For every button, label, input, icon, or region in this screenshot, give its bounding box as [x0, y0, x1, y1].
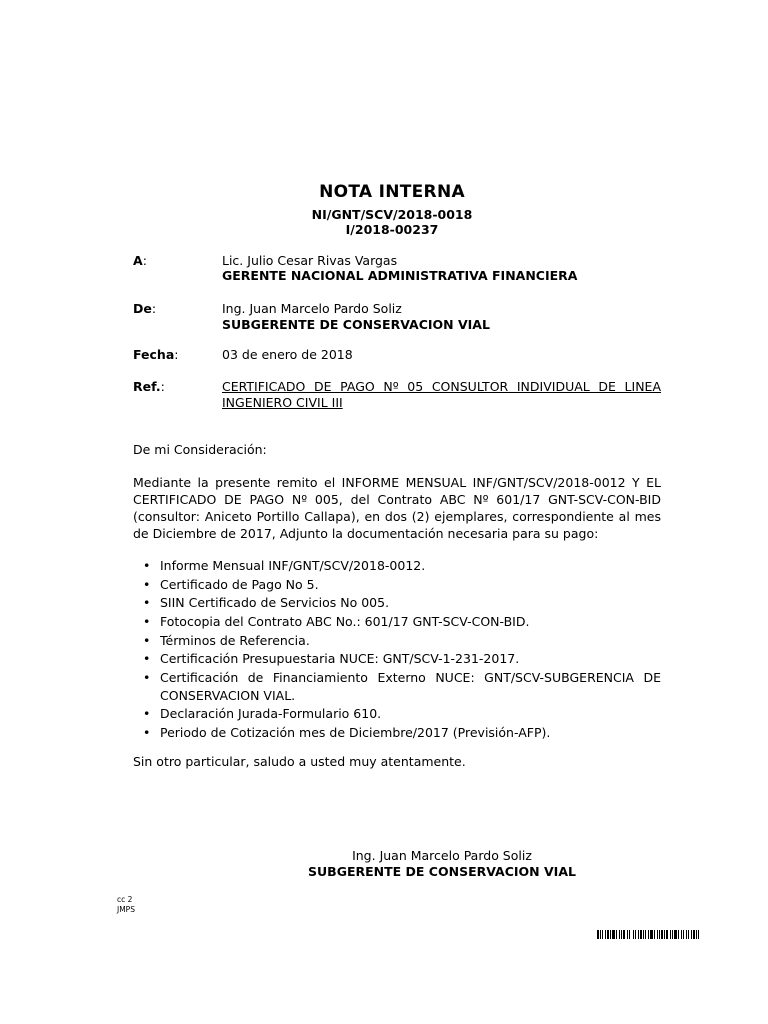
closing-line: Sin otro particular, saludo a usted muy atentamente.	[133, 754, 466, 769]
attachments-list	[143, 557, 661, 743]
barcode-graphic	[597, 930, 747, 939]
body-paragraph: Mediante la presente remito el INFORME MENSUAL INF/GNT/SCV/2018-0012 Y EL CERTIFICADO DE PAGO Nº 005, del Contrato ABC Nº 601/17 GNT-SCV-CON-BID (consultor: Aniceto Portillo Callapa), en dos (2) ejemplares, correspondiente al mes de Diciembre de 2017, Adjunto la documentación necesaria para su pago:	[133, 475, 661, 541]
list-item: • Periodo de Cotización mes de Diciembre/2017 (Previsión-AFP).	[143, 724, 661, 742]
from-label: De	[133, 301, 152, 316]
initials: JMPS	[117, 905, 135, 914]
document-correlative: I/2018-00237	[345, 222, 439, 237]
signature-name: Ing. Juan Marcelo Pardo Soliz	[352, 848, 532, 863]
list-item: • SIIN Certificado de Servicios No 005.	[143, 594, 661, 612]
list-item: • Certificación Presupuestaria NUCE: GNT/SCV-1-231-2017.	[143, 650, 661, 668]
to-name: Lic. Julio Cesar Rivas Vargas	[222, 253, 398, 268]
to-label: A	[133, 253, 143, 268]
date-label-row	[133, 347, 178, 362]
date-label: Fecha	[133, 347, 175, 362]
from-position: SUBGERENTE DE CONSERVACION VIAL	[222, 317, 490, 332]
list-item: • Certificación de Financiamiento Externo NUCE: GNT/SCV-SUBGERENCIA DE CONSERVACION VIAL.	[143, 669, 661, 704]
date-value: 03 de enero de 2018	[222, 347, 353, 362]
ref-text	[222, 379, 661, 411]
date-colon: :	[174, 347, 179, 362]
list-item: • Términos de Referencia.	[143, 632, 661, 650]
from-colon: :	[151, 301, 157, 316]
list-item: • Declaración Jurada-Formulario 610.	[143, 705, 661, 723]
ref-colon: :	[160, 379, 165, 394]
cc-line: cc 2	[117, 895, 133, 904]
to-label-row	[133, 253, 147, 268]
to-position: GERENTE NACIONAL ADMINISTRATIVA FINANCIERA	[222, 268, 578, 283]
document-number: NI/GNT/SCV/2018-0018	[311, 207, 473, 222]
greeting: De mi Consideración:	[133, 442, 267, 457]
list-item: • Informe Mensual INF/GNT/SCV/2018-0012.	[143, 557, 661, 575]
list-item: • Fotocopia del Contrato ABC No.: 601/17 GNT-SCV-CON-BID.	[143, 613, 661, 631]
document-title: NOTA INTERNA	[319, 182, 465, 202]
ref-line-1: CERTIFICADO DE PAGO Nº 05 CONSULTOR INDIVIDUAL DE LINEA	[222, 379, 661, 394]
list-item: • Certificado de Pago No 5.	[143, 576, 661, 594]
from-label-row	[133, 301, 156, 316]
signature-position: SUBGERENTE DE CONSERVACION VIAL	[308, 864, 576, 879]
ref-label-row	[133, 379, 165, 394]
ref-line-2: INGENIERO CIVIL III	[222, 395, 343, 410]
to-colon: :	[142, 253, 147, 268]
ref-label: Ref.	[133, 379, 161, 394]
from-name: Ing. Juan Marcelo Pardo Soliz	[222, 301, 402, 316]
